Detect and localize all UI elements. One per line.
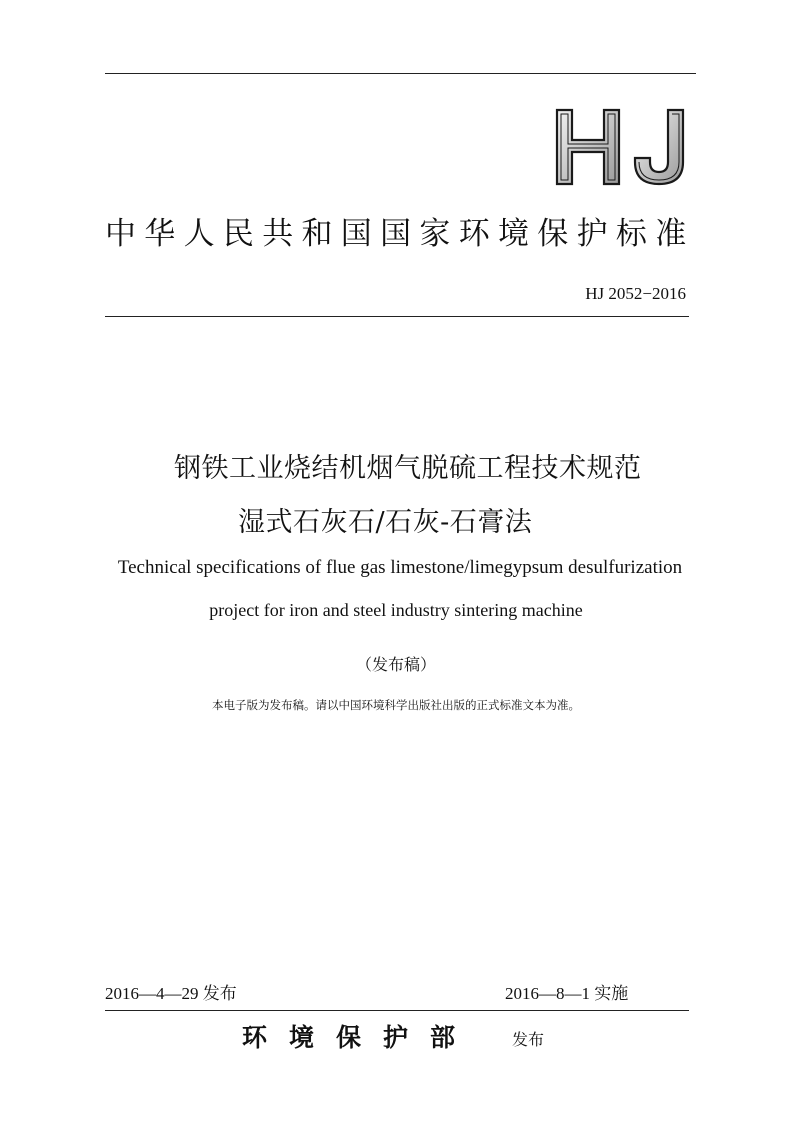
footer-divider xyxy=(105,1010,689,1011)
national-standard-title: 中华人民共和国国家环境保护标准 xyxy=(105,216,695,252)
hj-logo xyxy=(555,108,687,186)
electronic-version-notice: 本电子版为发布稿。请以中国环境科学出版社出版的正式标准文本为准。 xyxy=(212,698,580,712)
title-english-line2: project for iron and steel industry sintering machine xyxy=(209,600,583,620)
header-divider xyxy=(105,316,689,317)
title-chinese-line1: 钢铁工业烧结机烟气脱硫工程技术规范 xyxy=(174,453,642,484)
implementation-date: 2016—8—1 实施 xyxy=(505,984,629,1003)
top-divider xyxy=(105,73,696,74)
issue-date: 2016—4—29 发布 xyxy=(105,984,237,1003)
title-english-line1: Technical specifications of flue gas limestone/limegypsum desulfurization xyxy=(117,557,683,578)
issuer-suffix: 发布 xyxy=(512,1030,545,1049)
draft-label: （发布稿） xyxy=(355,655,436,674)
issuing-authority: 环境保护部 xyxy=(242,1023,478,1052)
hj-logo-text: HJ xyxy=(555,108,557,109)
standard-number: HJ 2052−2016 xyxy=(585,284,686,303)
title-chinese-line2: 湿式石灰石/石灰-石膏法 xyxy=(238,507,533,538)
